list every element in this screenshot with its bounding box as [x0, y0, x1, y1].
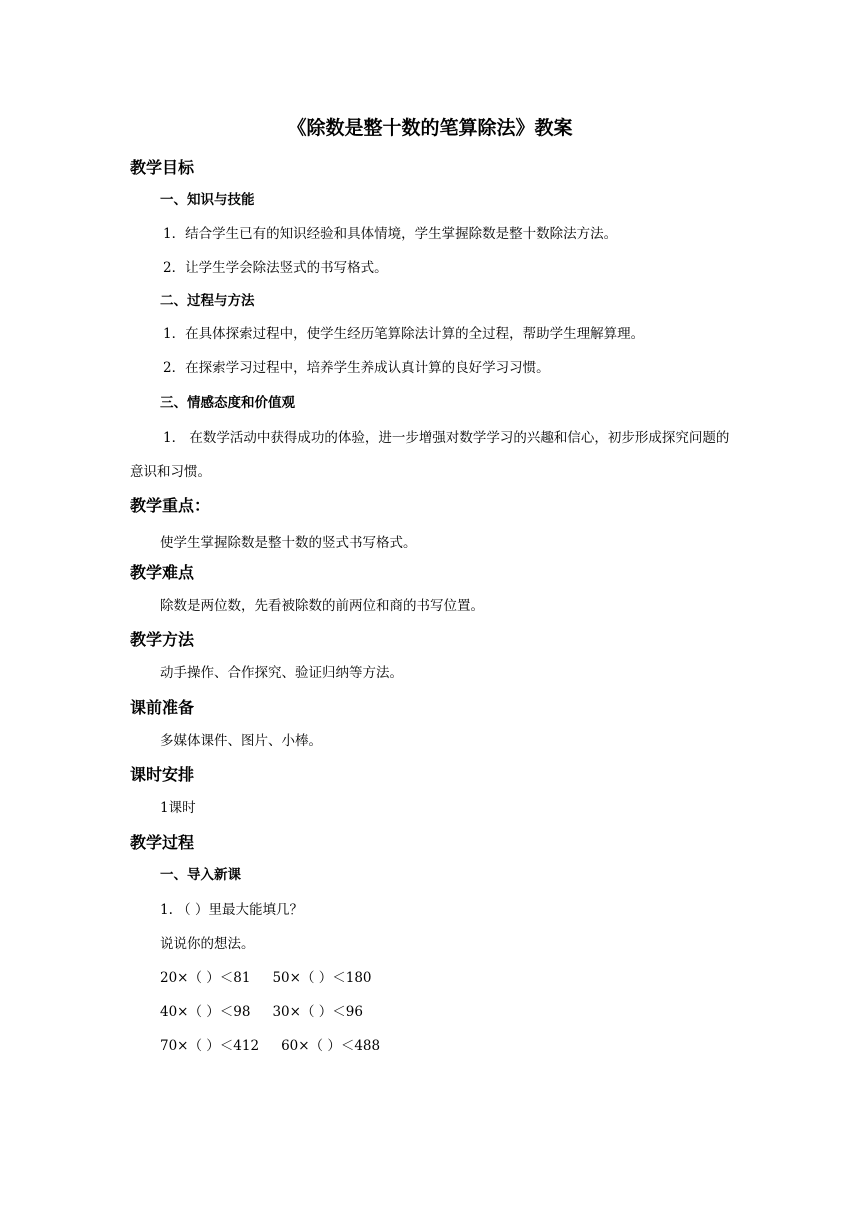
section-heading-difficulties: 教学难点 [130, 563, 195, 582]
list-item: 1．结合学生已有的知识经验和具体情境，学生掌握除数是整十数除法方法。 [163, 226, 618, 242]
section-heading-objectives: 教学目标 [130, 158, 195, 177]
intro-question: 1. （ ）里最大能填几？ [160, 902, 303, 918]
section-heading-preparation: 课前准备 [130, 698, 195, 717]
attitude-paragraph: 1． 在数学活动中获得成功的体验，进一步增强对数学学习的兴趣和信心，初步形成探究问题的意识和习惯。 [130, 430, 730, 480]
inequality-row [160, 1036, 380, 1056]
section-heading-process: 教学过程 [130, 833, 195, 852]
methods-text: 动手操作、合作探究、验证归纳等方法。 [160, 665, 403, 681]
list-item: 1．在具体探索过程中，使学生经历笔算除法计算的全过程，帮助学生理解算理。 [163, 326, 645, 342]
intro-prompt: 说说你的想法。 [160, 936, 255, 952]
subheading-intro: 一、导入新课 [160, 867, 241, 883]
subheading-knowledge: 一、知识与技能 [160, 192, 255, 208]
document-title: 《除数是整十数的笔算除法》教案 [287, 117, 573, 139]
inequality: 20×（ ）＜81 [160, 970, 251, 986]
schedule-text: 1课时 [160, 800, 196, 816]
inequality-row [160, 968, 372, 988]
list-item: 2．在探索学习过程中，培养学生养成认真计算的良好学习习惯。 [163, 360, 550, 376]
difficulties-text: 除数是两位数，先看被除数的前两位和商的书写位置。 [160, 598, 484, 614]
section-heading-key-points: 教学重点： [130, 496, 211, 515]
section-heading-schedule: 课时安排 [130, 765, 195, 784]
preparation-text: 多媒体课件、图片、小棒。 [160, 733, 322, 749]
section-heading-methods: 教学方法 [130, 630, 195, 649]
inequality: 70×（ ）＜412 [160, 1038, 260, 1054]
inequality: 40×（ ）＜98 [160, 1004, 251, 1020]
list-item: 2．让学生学会除法竖式的书写格式。 [163, 260, 388, 276]
inequality-row [160, 1002, 363, 1022]
subheading-process: 二、过程与方法 [160, 293, 255, 309]
inequality: 30×（ ）＜96 [272, 1004, 363, 1020]
inequality: 50×（ ）＜180 [272, 970, 372, 986]
subheading-attitude: 三、情感态度和价值观 [160, 395, 295, 411]
key-points-text: 使学生掌握除数是整十数的竖式书写格式。 [160, 535, 417, 551]
inequality: 60×（ ）＜488 [281, 1038, 381, 1054]
